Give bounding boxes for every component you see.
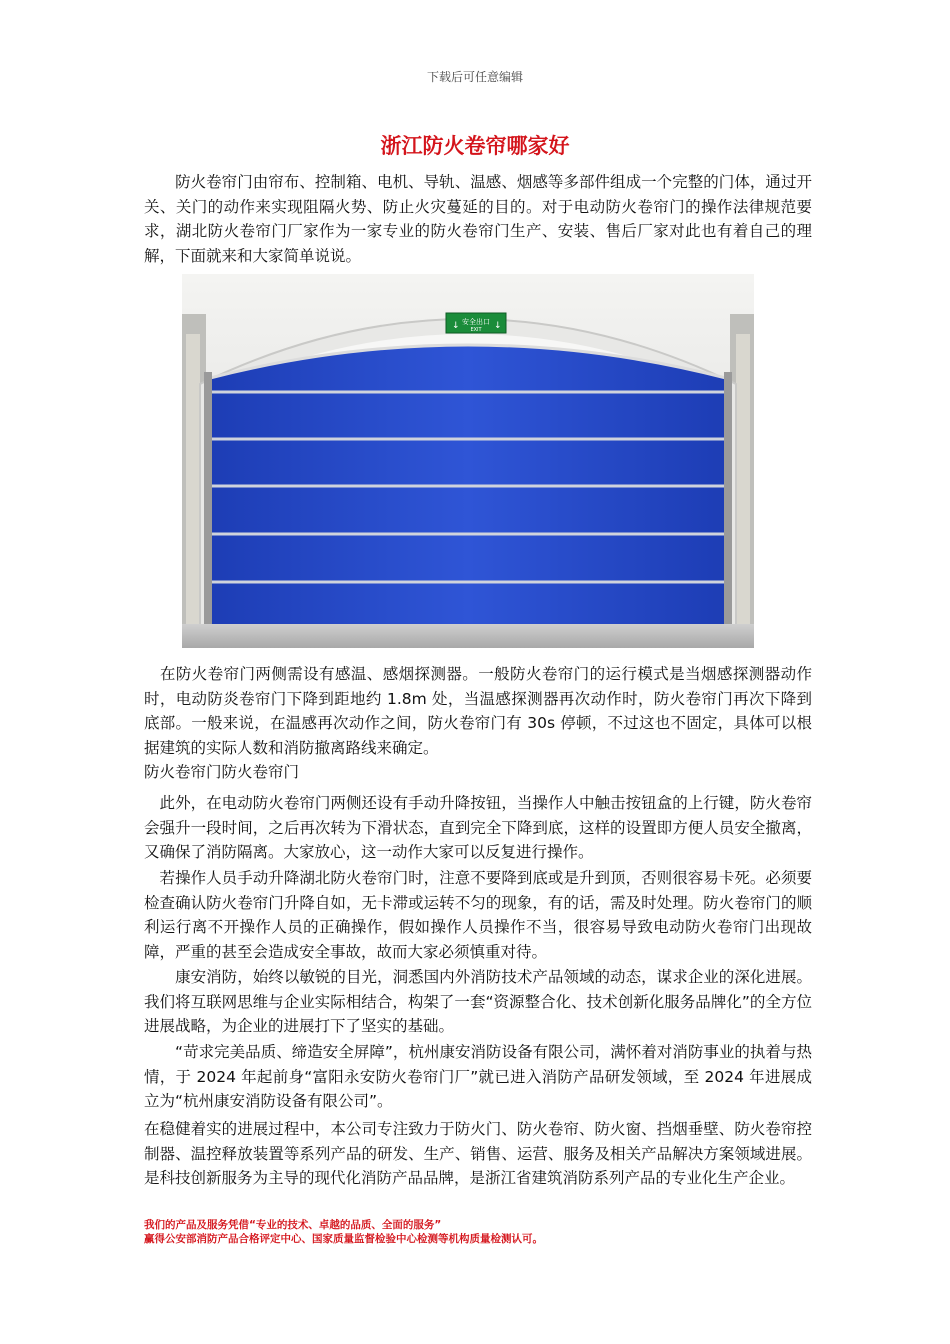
paragraph-company-vision: 康安消防，始终以敏锐的目光，洞悉国内外消防技术产品领域的动态，谋求企业的深化进展。我们将互联网思维与企业实际相结合，构架了一套“资源整合化、技术创新化服务品牌化”的全方位进展战略，为企业的进展打下了坚实的基础。 [144, 968, 812, 1035]
page-title: 浙江防火卷帘哪家好 [380, 134, 570, 158]
fire-shutter-photo [182, 274, 754, 648]
paragraph-detectors: 在防火卷帘门两侧需设有感温、感烟探测器。一般防火卷帘门的运行模式是当烟感探测器动作时，电动防炎卷帘门下降到距地约 1.8m 处，当温感探测器再次动作时，防火卷帘门再次下降到底部。一般来说，在温感再次动作之间，防火卷帘门有 30s 停顿，不过这也不固定，具体可以根据建筑的实际人数和消防撤离路线来确定。 [144, 665, 812, 757]
exit-sign [446, 313, 506, 333]
fire-shutter-illustration [182, 274, 754, 648]
exit-sign-en: EXIT [470, 327, 482, 333]
exit-sign-cn: 安全出口 [462, 318, 490, 326]
arrow-down-icon: ↓ [494, 321, 502, 331]
header-note: 下载后可任意编辑 [426, 70, 523, 84]
footer-slogan: 我们的产品及服务凭借“专业的技术、卓越的品质、全面的服务” [144, 1219, 442, 1231]
paragraph-subheading: 防火卷帘门防火卷帘门 [144, 763, 300, 781]
paragraph-company-history: “苛求完美品质、缔造安全屏障”，杭州康安消防设备有限公司，满怀着对消防事业的执着与热情，于 2024 年起前身“富阳永安防火卷帘门厂”就已进入消防产品研发领域，至 2024 年进展成立为“杭州康安消防设备有限公司”。 [144, 1043, 812, 1110]
shutter-curtain [210, 345, 726, 636]
paragraph-operation-caution: 若操作人员手动升降湖北防火卷帘门时，注意不要降到底或是升到顶，否则很容易卡死。必须要检查确认防火卷帘门升降自如，无卡滞或运转不匀的现象，有的话，需及时处理。防火卷帘门的顺利运行离不开操作人员的正确操作，假如操作人员操作不当，很容易导致电动防火卷帘门出现故障，严重的甚至会造成安全事故，故而大家必须慎重对待。 [144, 869, 812, 961]
footer-certification: 赢得公安部消防产品合格评定中心、国家质量监督检验中心检测等机构质量检测认可。 [144, 1233, 543, 1245]
arrow-down-icon: ↓ [452, 321, 460, 331]
paragraph-manual-buttons: 此外，在电动防火卷帘门两侧还设有手动升降按钮，当操作人中触击按钮盒的上行键，防火卷帘会强升一段时间，之后再次转为下滑状态，直到完全下降到底，这样的设置即方便人员安全撤离，又确保了消防隔离。大家放心，这一动作大家可以反复进行操作。 [144, 794, 812, 861]
intro-paragraph: 防火卷帘门由帘布、控制箱、电机、导轨、温感、烟感等多部件组成一个完整的门体，通过开关、关门的动作来实现阻隔火势、防止火灾蔓延的目的。对于电动防火卷帘门的操作法律规范要求，湖北防火卷帘门厂家作为一家专业的防火卷帘门生产、安装、售后厂家对此也有着自己的理解，下面就来和大家简单说说。 [144, 173, 812, 265]
paragraph-company-products: 在稳健着实的进展过程中，本公司专注致力于防火门、防火卷帘、防火窗、挡烟垂壁、防火卷帘控制器、温控释放装置等系列产品的研发、生产、销售、运营、服务及相关产品解决方案领域进展。是科技创新服务为主导的现代化消防产品品牌，是浙江省建筑消防系列产品的专业化生产企业。 [144, 1120, 812, 1187]
